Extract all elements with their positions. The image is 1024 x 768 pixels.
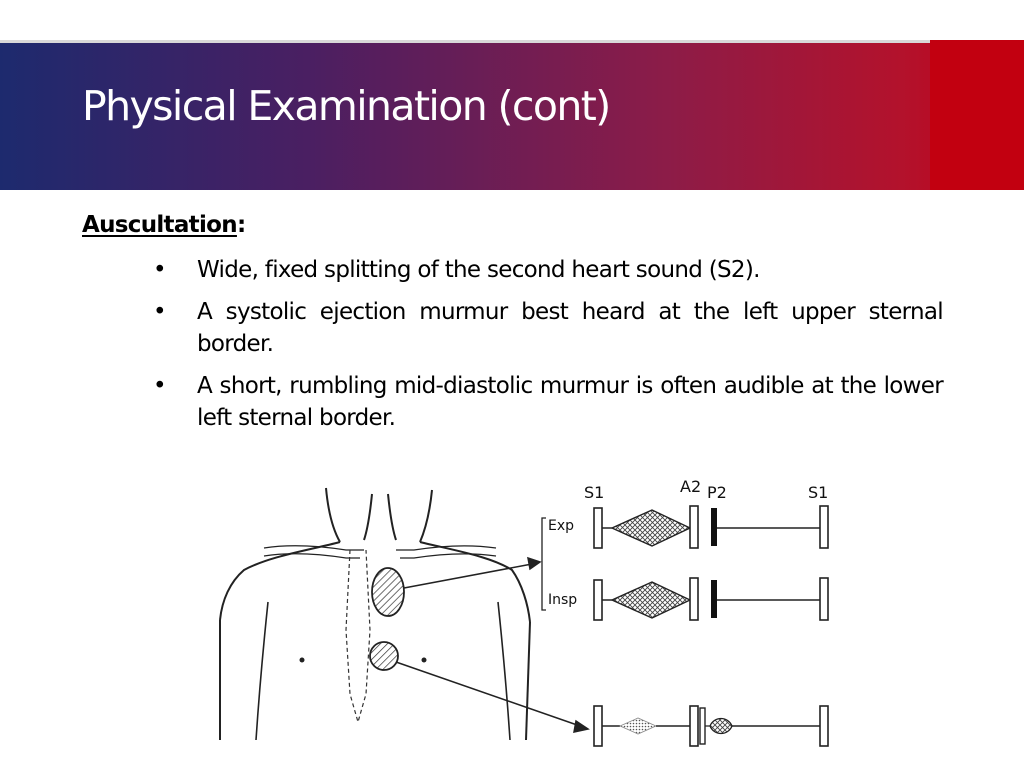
right-nipple bbox=[422, 658, 427, 663]
heart-sound-diagram bbox=[200, 470, 840, 750]
bullet-item bbox=[153, 254, 943, 286]
bullet-list bbox=[153, 254, 943, 444]
label-s1-right: S1 bbox=[808, 483, 829, 502]
bullet-text: A systolic ejection murmur best heard at the left upper sternal border. bbox=[197, 299, 943, 357]
bullet-dot: • bbox=[153, 373, 166, 399]
sternum-outline bbox=[346, 550, 370, 722]
auscultation-figure bbox=[200, 470, 840, 750]
upper-sternal-area bbox=[372, 568, 404, 616]
label-insp: Insp bbox=[548, 592, 578, 608]
bullet-item bbox=[153, 370, 943, 434]
banner-right-block bbox=[930, 40, 1024, 190]
arrows bbox=[396, 558, 588, 732]
bullet-text: A short, rumbling mid-diastolic murmur is often audible at the lower left sternal border. bbox=[197, 373, 943, 431]
bullet-text: Wide, fixed splitting of the second heart sound (S2). bbox=[197, 257, 760, 283]
heading-text: Auscultation bbox=[82, 212, 237, 238]
bullet-dot: • bbox=[153, 299, 166, 325]
label-a2: A2 bbox=[680, 477, 702, 496]
torso-drawing bbox=[220, 488, 530, 740]
bullet-dot: • bbox=[153, 257, 166, 283]
expiration-row bbox=[594, 506, 828, 548]
diastolic-row bbox=[594, 706, 828, 746]
heading-colon: : bbox=[236, 212, 246, 238]
exp-bracket bbox=[542, 518, 546, 610]
label-s1-left: S1 bbox=[584, 483, 605, 502]
section-heading bbox=[82, 212, 245, 238]
slide-title: Physical Examination (cont) bbox=[82, 82, 610, 130]
banner-top-line bbox=[0, 40, 1024, 43]
lower-sternal-area bbox=[370, 642, 398, 670]
left-nipple bbox=[300, 658, 305, 663]
title-banner bbox=[0, 40, 1024, 190]
label-p2: P2 bbox=[707, 483, 727, 502]
label-exp: Exp bbox=[548, 518, 575, 534]
bullet-item bbox=[153, 296, 943, 360]
inspiration-row bbox=[594, 578, 828, 620]
